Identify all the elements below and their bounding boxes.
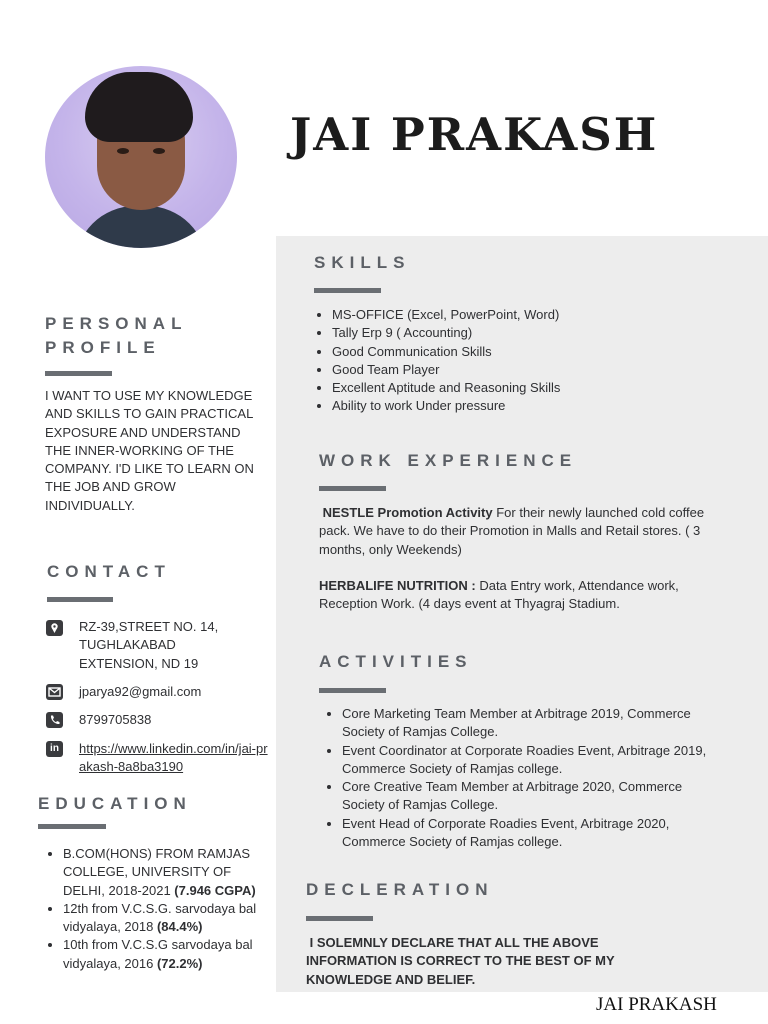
- work-entry-title: NESTLE Promotion Activity: [322, 505, 493, 520]
- contact-divider: [47, 597, 113, 602]
- education-heading: EDUCATION: [38, 794, 192, 813]
- contact-email[interactable]: jparya92@gmail.com: [79, 684, 202, 699]
- education-item: • B.COM(HONS) FROM RAMJAS COLLEGE, UNIVERSITY OF DELHI, 2018-2021 (7.946 CGPA): [63, 845, 263, 900]
- profile-heading-line2: PROFILE: [45, 338, 161, 357]
- skill-item: • Good Team Player: [332, 361, 754, 379]
- declaration-text: I SOLEMNLY DECLARE THAT ALL THE ABOVE INFORMATION IS CORRECT TO THE BEST OF MY KNOWLEDGE AND BELIEF.: [306, 935, 615, 987]
- skill-item: • Excellent Aptitude and Reasoning Skills: [332, 379, 754, 397]
- declaration-divider: [306, 916, 373, 921]
- skill-item: • Ability to work Under pressure: [332, 397, 754, 415]
- skills-list: [314, 306, 754, 416]
- envelope-icon: [46, 684, 63, 700]
- activities-list: [324, 705, 709, 851]
- photo-shoulders: [75, 206, 207, 248]
- profile-text: I WANT TO USE MY KNOWLEDGE AND SKILLS TO GAIN PRACTICAL EXPOSURE AND UNDERSTAND THE INNER-WORKING OF THE COMPANY. I'D LIKE TO LEARN ON THE JOB AND GROW INDIVIDUALLY.: [45, 388, 254, 513]
- activity-item: • Core Marketing Team Member at Arbitrage 2019, Commerce Society of Ramjas College.: [342, 705, 709, 742]
- map-pin-icon: [46, 620, 63, 636]
- contact-phone[interactable]: 8799705838: [79, 712, 152, 727]
- education-item: • 12th from V.C.S.G. sarvodaya bal vidyalaya, 2018 (84.4%): [63, 900, 263, 937]
- activities-divider: [319, 688, 386, 693]
- photo-hair: [85, 72, 193, 142]
- profile-photo: [45, 66, 237, 248]
- work-entry-nestle: NESTLE Promotion Activity For their newly launched cold coffee pack. We have to do their Promotion in Malls and Retail stores. ( 3 months, only Weekends): [319, 505, 705, 557]
- footer-name: JAI PRAKASH: [596, 994, 717, 1015]
- skills-heading: SKILLS: [314, 253, 411, 272]
- contact-address: RZ-39,STREET NO. 14, TUGHLAKABAD EXTENSION, ND 19: [79, 619, 219, 671]
- contact-heading: CONTACT: [47, 562, 171, 581]
- photo-eye: [153, 148, 165, 154]
- profile-heading-line1: PERSONAL: [45, 314, 188, 333]
- contact-linkedin-link[interactable]: https://www.linkedin.com/in/jai-prakash-8a8ba3190: [79, 741, 268, 775]
- skill-item: • Tally Erp 9 ( Accounting): [332, 324, 754, 342]
- candidate-name: JAI PRAKASH: [290, 108, 659, 161]
- work-heading: WORK EXPERIENCE: [319, 451, 578, 470]
- education-divider: [38, 824, 106, 829]
- activity-item: • Event Head of Corporate Roadies Event, Arbitrage 2020, Commerce Society of Ramjas college.: [342, 815, 709, 852]
- declaration-heading: DECLERATION: [306, 880, 494, 899]
- phone-icon: [46, 712, 63, 728]
- activity-item: • Event Coordinator at Corporate Roadies Event, Arbitrage 2019, Commerce Society of Ramjas college.: [342, 742, 709, 779]
- education-list: [45, 845, 263, 973]
- work-entry-title: HERBALIFE NUTRITION :: [319, 578, 476, 593]
- activities-heading: ACTIVITIES: [319, 652, 473, 671]
- activity-item: • Core Creative Team Member at Arbitrage 2020, Commerce Society of Ramjas College.: [342, 778, 709, 815]
- skills-divider: [314, 288, 381, 293]
- linkedin-icon: in: [46, 741, 63, 757]
- work-divider: [319, 486, 386, 491]
- photo-eye: [117, 148, 129, 154]
- skill-item: • Good Communication Skills: [332, 343, 754, 361]
- profile-divider: [45, 371, 112, 376]
- work-entry-herbalife: HERBALIFE NUTRITION : Data Entry work, Attendance work, Reception Work. (4 days event at Thyagraj Stadium.: [319, 578, 679, 612]
- skill-item: • MS-OFFICE (Excel, PowerPoint, Word): [332, 306, 754, 324]
- education-item: • 10th from V.C.S.G sarvodaya bal vidyalaya, 2016 (72.2%): [63, 936, 263, 973]
